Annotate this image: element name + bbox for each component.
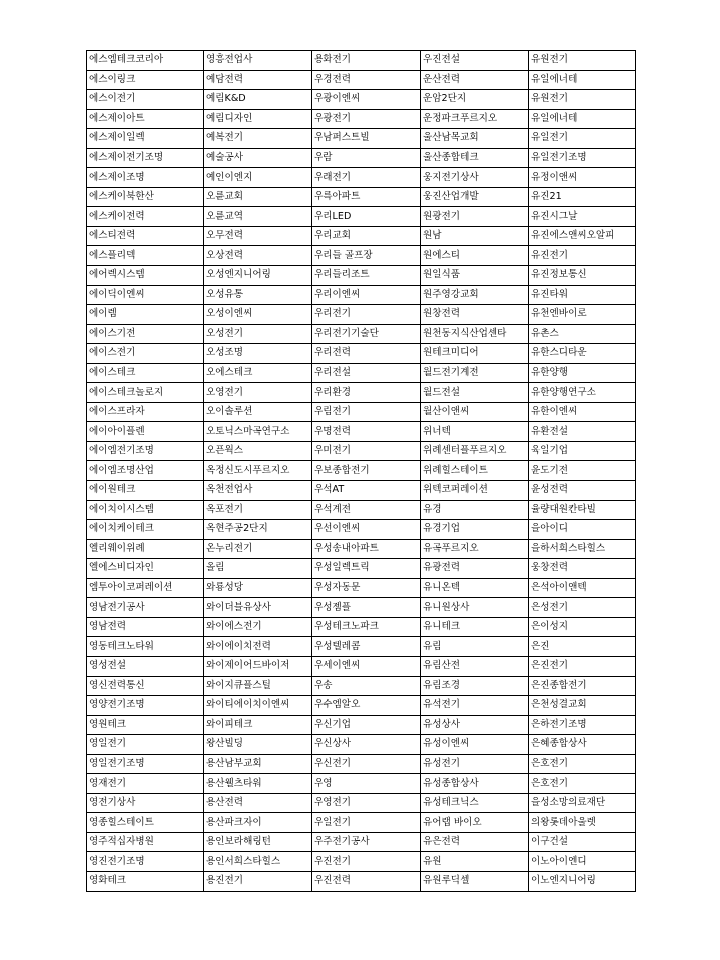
table-cell: 유한양행연구소 xyxy=(529,383,636,403)
table-cell: 오성전기 xyxy=(204,324,312,344)
table-cell: 유은전력 xyxy=(421,832,529,852)
table-cell: 유일전기 xyxy=(529,129,636,149)
table-cell: 옥포전기 xyxy=(204,500,312,520)
table-row xyxy=(87,598,636,618)
table-cell: 우리LED xyxy=(312,207,421,227)
table-cell: 우성테크노파크 xyxy=(312,617,421,637)
table-cell: 은천성결교회 xyxy=(529,696,636,716)
table-cell: 유성종합상사 xyxy=(421,774,529,794)
table-cell: 우리전설 xyxy=(312,363,421,383)
table-cell: 우주전기공사 xyxy=(312,832,421,852)
table-cell: 우래전기 xyxy=(312,168,421,188)
table-row xyxy=(87,715,636,735)
table-cell: 영성전설 xyxy=(87,656,204,676)
table-cell: 을하서희스타힐스 xyxy=(529,539,636,559)
table-row xyxy=(87,226,636,246)
table-cell: 예복전기 xyxy=(204,129,312,149)
table-cell: 우송 xyxy=(312,676,421,696)
table-cell: 웅진산업개발 xyxy=(421,187,529,207)
table-cell: 원일식품 xyxy=(421,266,529,286)
table-cell: 에이엠전기조명 xyxy=(87,441,204,461)
table-cell: 오무전력 xyxy=(204,226,312,246)
table-cell: 은진전기 xyxy=(529,656,636,676)
table-row xyxy=(87,539,636,559)
table-cell: 에이치케이테크 xyxy=(87,520,204,540)
table-cell: 옥현주공2단지 xyxy=(204,520,312,540)
table-cell: 오성조명 xyxy=(204,344,312,364)
table-cell: 에스티전력 xyxy=(87,226,204,246)
table-row xyxy=(87,656,636,676)
table-cell: 에이스테크 xyxy=(87,363,204,383)
table-cell: 우성텔레콤 xyxy=(312,637,421,657)
table-cell: 우선이엔씨 xyxy=(312,520,421,540)
table-row xyxy=(87,481,636,501)
table-row xyxy=(87,774,636,794)
table-cell: 우미전기 xyxy=(312,441,421,461)
table-cell: 우신상사 xyxy=(312,735,421,755)
table-cell: 영주적십자병원 xyxy=(87,832,204,852)
table-cell: 울산종합테크 xyxy=(421,148,529,168)
table-cell: 우람 xyxy=(312,148,421,168)
table-cell: 유진정보통신 xyxy=(529,266,636,286)
table-cell: 원광전기 xyxy=(421,207,529,227)
table-cell: 용인보라해링턴 xyxy=(204,832,312,852)
table-cell: 용산웰츠타워 xyxy=(204,774,312,794)
table-cell: 우광이엔씨 xyxy=(312,90,421,110)
table-row xyxy=(87,696,636,716)
table-cell: 에이스기전 xyxy=(87,324,204,344)
table-cell: 원창전력 xyxy=(421,305,529,325)
table-cell: 우신기업 xyxy=(312,715,421,735)
table-row xyxy=(87,187,636,207)
table-cell: 우일전기 xyxy=(312,813,421,833)
table-cell: 에스제이전기조명 xyxy=(87,148,204,168)
table-cell: 오에스테크 xyxy=(204,363,312,383)
table-cell: 오상전력 xyxy=(204,246,312,266)
table-cell: 유원전기 xyxy=(529,51,636,71)
table-cell: 예인이엔지 xyxy=(204,168,312,188)
table-row xyxy=(87,148,636,168)
table-cell: 오륜교역 xyxy=(204,207,312,227)
table-cell: 유한이엔씨 xyxy=(529,402,636,422)
table-cell: 오성엔지니어링 xyxy=(204,266,312,286)
table-cell: 영흥전업사 xyxy=(204,51,312,71)
table-cell: 예술공사 xyxy=(204,148,312,168)
table-cell: 엠투아이코퍼레이션 xyxy=(87,578,204,598)
table-cell: 용진전기 xyxy=(204,871,312,891)
table-cell: 울산남목교회 xyxy=(421,129,529,149)
table-cell: 유천엔바이로 xyxy=(529,305,636,325)
table-cell: 은석아이앤텍 xyxy=(529,578,636,598)
table-cell: 와이더블유상사 xyxy=(204,598,312,618)
table-cell: 우세이엔씨 xyxy=(312,656,421,676)
table-cell: 엘에스비디자인 xyxy=(87,559,204,579)
table-row xyxy=(87,793,636,813)
table-cell: 운암2단지 xyxy=(421,90,529,110)
table-row xyxy=(87,324,636,344)
table-cell: 올림 xyxy=(204,559,312,579)
table-cell: 에이렘 xyxy=(87,305,204,325)
table-cell: 영동테크노타워 xyxy=(87,637,204,657)
table-cell: 오토닉스마곡연구소 xyxy=(204,422,312,442)
table-cell: 유림조경 xyxy=(421,676,529,696)
table-cell: 유성전기 xyxy=(421,754,529,774)
table-cell: 와이에스전기 xyxy=(204,617,312,637)
table-cell: 유곡푸르지오 xyxy=(421,539,529,559)
table-row xyxy=(87,51,636,71)
table-cell: 우수엠알오 xyxy=(312,696,421,716)
table-cell: 유진에스앤씨오알피 xyxy=(529,226,636,246)
table-cell: 왕산빌딩 xyxy=(204,735,312,755)
table-cell: 에어렉시스템 xyxy=(87,266,204,286)
table-row xyxy=(87,266,636,286)
table-row xyxy=(87,813,636,833)
table-cell: 은호전기 xyxy=(529,754,636,774)
table-cell: 유촌스 xyxy=(529,324,636,344)
table-cell: 우리교회 xyxy=(312,226,421,246)
table-cell: 에스케이북한산 xyxy=(87,187,204,207)
table-cell: 와이제이어드바이저 xyxy=(204,656,312,676)
table-row xyxy=(87,402,636,422)
table-cell: 우진전설 xyxy=(421,51,529,71)
table-cell: 윤도기전 xyxy=(529,461,636,481)
table-cell: 우성자동문 xyxy=(312,578,421,598)
table-cell: 우보종합전기 xyxy=(312,461,421,481)
table-cell: 우륵아파트 xyxy=(312,187,421,207)
table-row xyxy=(87,129,636,149)
table-row xyxy=(87,871,636,891)
table-cell: 우석계전 xyxy=(312,500,421,520)
company-name-table xyxy=(86,50,636,892)
table-cell: 오성이엔씨 xyxy=(204,305,312,325)
table-cell: 유진시그날 xyxy=(529,207,636,227)
table-cell: 온누리전기 xyxy=(204,539,312,559)
table-cell: 영남전기공사 xyxy=(87,598,204,618)
table-cell: 영남전력 xyxy=(87,617,204,637)
table-cell: 우리들리조트 xyxy=(312,266,421,286)
table-cell: 우신전기 xyxy=(312,754,421,774)
table-cell: 우리환경 xyxy=(312,383,421,403)
table-cell: 영종힐스테이트 xyxy=(87,813,204,833)
table-cell: 용산파크자이 xyxy=(204,813,312,833)
table-cell: 유원 xyxy=(421,852,529,872)
table-cell: 유림 xyxy=(421,637,529,657)
table-cell: 웅지전기상사 xyxy=(421,168,529,188)
table-row xyxy=(87,617,636,637)
table-cell: 우경전력 xyxy=(312,70,421,90)
table-cell: 에이엠조명산업 xyxy=(87,461,204,481)
table-cell: 유환전설 xyxy=(529,422,636,442)
table-cell: 엘리웨이위례 xyxy=(87,539,204,559)
table-cell: 우진전력 xyxy=(312,871,421,891)
table-cell: 옥정신도시푸르지오 xyxy=(204,461,312,481)
table-cell: 유일에너테 xyxy=(529,70,636,90)
table-cell: 원주영강교회 xyxy=(421,285,529,305)
table-cell: 용산남부교회 xyxy=(204,754,312,774)
table-cell: 원남 xyxy=(421,226,529,246)
table-cell: 오륜교회 xyxy=(204,187,312,207)
table-cell: 유어랩 바이오 xyxy=(421,813,529,833)
table-cell: 유석전기 xyxy=(421,696,529,716)
table-cell: 에스제이일렉 xyxy=(87,129,204,149)
table-cell: 영전기상사 xyxy=(87,793,204,813)
table-cell: 유성상사 xyxy=(421,715,529,735)
table-cell: 오이솔루션 xyxy=(204,402,312,422)
table-cell: 우진전기 xyxy=(312,852,421,872)
table-row xyxy=(87,676,636,696)
table-row xyxy=(87,461,636,481)
table-row xyxy=(87,735,636,755)
table-cell: 유경기업 xyxy=(421,520,529,540)
table-row xyxy=(87,441,636,461)
table-cell: 의왕롯데아울렛 xyxy=(529,813,636,833)
table-cell: 웅창전력 xyxy=(529,559,636,579)
table-cell: 유진타워 xyxy=(529,285,636,305)
table-cell: 위텍코퍼레이션 xyxy=(421,481,529,501)
table-cell: 영재전기 xyxy=(87,774,204,794)
table-row xyxy=(87,832,636,852)
table-cell: 에이원테크 xyxy=(87,481,204,501)
table-cell: 우남퍼스트빌 xyxy=(312,129,421,149)
table-cell: 유원전기 xyxy=(529,90,636,110)
table-row xyxy=(87,207,636,227)
table-row xyxy=(87,559,636,579)
table-row xyxy=(87,109,636,129)
table-cell: 에이딕이엔씨 xyxy=(87,285,204,305)
table-cell: 위너텍 xyxy=(421,422,529,442)
table-cell: 유한스디타운 xyxy=(529,344,636,364)
table-cell: 에이스프라자 xyxy=(87,402,204,422)
table-cell: 우성송내아파트 xyxy=(312,539,421,559)
table-cell: 영일전기 xyxy=(87,735,204,755)
table-cell: 에스엠테크코리아 xyxy=(87,51,204,71)
table-cell: 은진종합전기 xyxy=(529,676,636,696)
table-cell: 에스이전기 xyxy=(87,90,204,110)
table-cell: 우성젬플 xyxy=(312,598,421,618)
table-cell: 에스이링크 xyxy=(87,70,204,90)
table-cell: 유정이앤씨 xyxy=(529,168,636,188)
table-cell: 에이스테크놀로지 xyxy=(87,383,204,403)
table-row xyxy=(87,90,636,110)
table-cell: 원에스티 xyxy=(421,246,529,266)
table-row xyxy=(87,246,636,266)
table-cell: 와이에이치전력 xyxy=(204,637,312,657)
table-row xyxy=(87,168,636,188)
table-cell: 유진전기 xyxy=(529,246,636,266)
table-row xyxy=(87,754,636,774)
table-cell: 에스제이조명 xyxy=(87,168,204,188)
table-cell: 예림디자인 xyxy=(204,109,312,129)
table-cell: 을성소망의료재단 xyxy=(529,793,636,813)
table-row xyxy=(87,383,636,403)
table-cell: 우림전기 xyxy=(312,402,421,422)
table-cell: 에이아이플렌 xyxy=(87,422,204,442)
table-row xyxy=(87,285,636,305)
table-cell: 은혜종합상사 xyxy=(529,735,636,755)
table-cell: 우석AT xyxy=(312,481,421,501)
table-cell: 와룡성당 xyxy=(204,578,312,598)
table-cell: 우광전기 xyxy=(312,109,421,129)
table-cell: 예담전력 xyxy=(204,70,312,90)
table-cell: 이노아이엔디 xyxy=(529,852,636,872)
table-cell: 유일전기조명 xyxy=(529,148,636,168)
table-cell: 월드전설 xyxy=(421,383,529,403)
table-row xyxy=(87,305,636,325)
table-cell: 오성유통 xyxy=(204,285,312,305)
table-cell: 우리전력 xyxy=(312,344,421,364)
table-cell: 이구건설 xyxy=(529,832,636,852)
table-cell: 유진21 xyxy=(529,187,636,207)
table-cell: 우명전력 xyxy=(312,422,421,442)
table-cell: 용인서희스타힐스 xyxy=(204,852,312,872)
table-cell: 유니원상사 xyxy=(421,598,529,618)
table-cell: 위례힐스테이트 xyxy=(421,461,529,481)
table-cell: 은하전기조명 xyxy=(529,715,636,735)
table-cell: 와이지큐플스틸 xyxy=(204,676,312,696)
table-row xyxy=(87,637,636,657)
table-cell: 오영전기 xyxy=(204,383,312,403)
table-cell: 옥천전업사 xyxy=(204,481,312,501)
table-cell: 을아이디 xyxy=(529,520,636,540)
table-cell: 유성테크닉스 xyxy=(421,793,529,813)
table-cell: 유니테크 xyxy=(421,617,529,637)
table-cell: 운산전력 xyxy=(421,70,529,90)
table-cell: 에스제이아트 xyxy=(87,109,204,129)
table-cell: 영화테크 xyxy=(87,871,204,891)
table-row xyxy=(87,500,636,520)
table-cell: 오픈웍스 xyxy=(204,441,312,461)
table-cell: 우영 xyxy=(312,774,421,794)
table-cell: 와이티에이치이엔씨 xyxy=(204,696,312,716)
table-cell: 유광전력 xyxy=(421,559,529,579)
table-cell: 은이성지 xyxy=(529,617,636,637)
table-cell: 우성일렉트릭 xyxy=(312,559,421,579)
table-cell: 위례센터플푸르지오 xyxy=(421,441,529,461)
table-cell: 우영전기 xyxy=(312,793,421,813)
table-row xyxy=(87,852,636,872)
table-cell: 에이스전기 xyxy=(87,344,204,364)
table-cell: 우리전기 xyxy=(312,305,421,325)
table-cell: 영신전력통신 xyxy=(87,676,204,696)
table-cell: 율량대원칸타빌 xyxy=(529,500,636,520)
table-cell: 월드전기계전 xyxy=(421,363,529,383)
table-row xyxy=(87,520,636,540)
table-cell: 운정파크푸르지오 xyxy=(421,109,529,129)
table-cell: 은진 xyxy=(529,637,636,657)
table-cell: 영일전기조명 xyxy=(87,754,204,774)
table-cell: 윤성전력 xyxy=(529,481,636,501)
table-cell: 에스플리덱 xyxy=(87,246,204,266)
table-body xyxy=(87,51,636,892)
table-cell: 유성이엔씨 xyxy=(421,735,529,755)
table-row xyxy=(87,70,636,90)
table-cell: 유니온텍 xyxy=(421,578,529,598)
table-cell: 원테크미디어 xyxy=(421,344,529,364)
table-cell: 와이피테크 xyxy=(204,715,312,735)
table-cell: 육일기업 xyxy=(529,441,636,461)
table-cell: 월산이앤씨 xyxy=(421,402,529,422)
table-cell: 에이치이시스템 xyxy=(87,500,204,520)
table-cell: 유경 xyxy=(421,500,529,520)
table-cell: 용화전기 xyxy=(312,51,421,71)
table-row xyxy=(87,344,636,364)
table-cell: 은호전기 xyxy=(529,774,636,794)
table-cell: 유일에너테 xyxy=(529,109,636,129)
table-cell: 유한양행 xyxy=(529,363,636,383)
table-cell: 은성전기 xyxy=(529,598,636,618)
table-cell: 영양전기조명 xyxy=(87,696,204,716)
table-cell: 영진전기조명 xyxy=(87,852,204,872)
table-cell: 용산전력 xyxy=(204,793,312,813)
table-cell: 이노엔지니어링 xyxy=(529,871,636,891)
table-cell: 원천동지식산업센타 xyxy=(421,324,529,344)
table-cell: 유림산전 xyxy=(421,656,529,676)
table-cell: 예림K&D xyxy=(204,90,312,110)
table-row xyxy=(87,363,636,383)
table-cell: 영원테크 xyxy=(87,715,204,735)
table-cell: 에스케이전력 xyxy=(87,207,204,227)
table-cell: 우리전기기술단 xyxy=(312,324,421,344)
table-cell: 유원루딕셀 xyxy=(421,871,529,891)
table-row xyxy=(87,578,636,598)
table-cell: 우리들 골프장 xyxy=(312,246,421,266)
table-cell: 우리이엔씨 xyxy=(312,285,421,305)
table-row xyxy=(87,422,636,442)
